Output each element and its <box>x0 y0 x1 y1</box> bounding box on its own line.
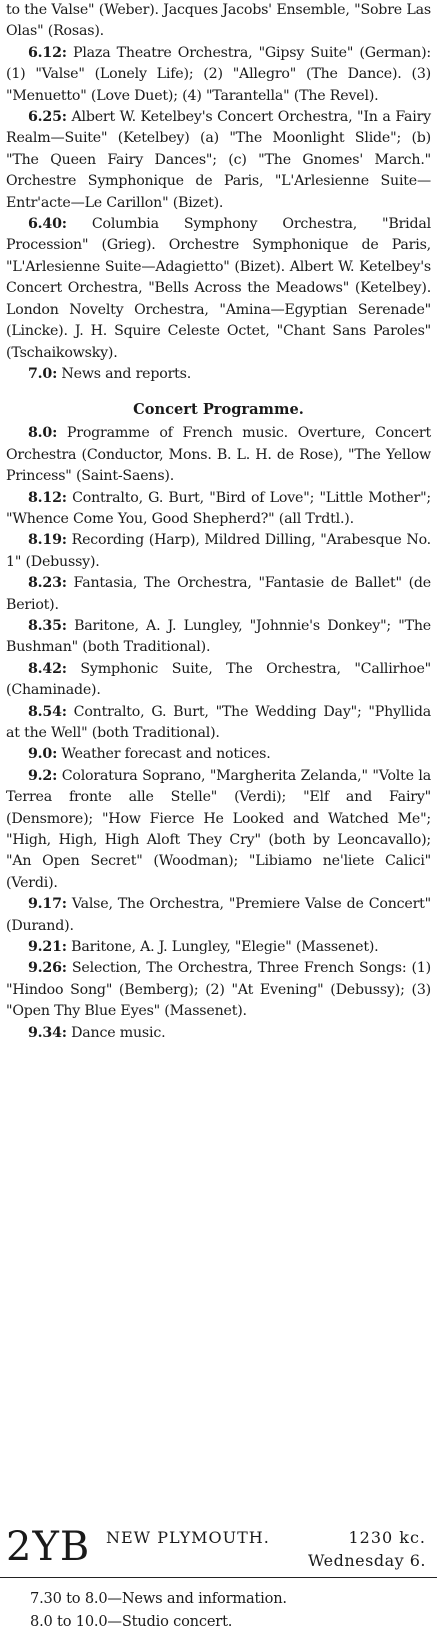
entry-time: 8.12: <box>28 489 67 506</box>
programme-entry <box>6 937 431 958</box>
entry-text: Columbia Symphony Orchestra, "Bridal Procession" (Grieg). Orchestre Symphonique de Paris, "L'Arlesienne Suite—Adagietto" (Bizet). Albert W. Ketelbey's Concert Orchestra, "Bells Across the Meadows" (Ketelbey). London Novelty Orchestra, "Amina—Egyptian Serenade" (Lincke). J. H. Squire Celeste Octet, "Chant Sans Paroles" (Tschaikowsky). <box>6 216 431 361</box>
station-day: Wednesday 6. <box>307 1551 426 1570</box>
entry-time: 8.54: <box>28 703 67 720</box>
entry-text: Contralto, G. Burt, "Bird of Love"; "Little Mother"; "Whence Come You, Good Shepherd?" (all Trdtl.). <box>6 489 431 527</box>
schedule-entry: 7.30 to 8.0—News and information. <box>30 1590 287 1607</box>
programme-entry <box>6 958 431 1022</box>
entry-time: 6.12: <box>28 44 67 61</box>
entry-text: Contralto, G. Burt, "The Wedding Day"; "Phyllida at the Well" (both Traditional). <box>6 703 431 741</box>
programme-entry <box>6 107 431 214</box>
programme-column <box>6 0 431 1044</box>
entry-time: 9.26: <box>28 960 67 977</box>
entry-time: 7.0: <box>28 365 58 382</box>
programme-entry <box>6 530 431 573</box>
entry-text: Recording (Harp), Mildred Dilling, "Arabesque No. 1" (Debussy). <box>6 532 431 570</box>
entry-text: Baritone, A. J. Lungley, "Johnnie's Donkey"; "The Bushman" (both Traditional). <box>6 617 431 656</box>
schedule-entry: 8.0 to 10.0—Studio concert. <box>30 1613 233 1630</box>
divider <box>0 1577 437 1578</box>
programme-entry <box>6 0 431 43</box>
entry-time: 8.23: <box>28 575 67 592</box>
entry-text: Valse, The Orchestra, "Premiere Valse de Concert" (Durand). <box>6 896 431 934</box>
programme-entry <box>6 1023 431 1044</box>
station-info-line <box>106 1527 426 1549</box>
programme-entry <box>6 43 431 107</box>
programme-entry <box>6 744 431 765</box>
programme-entry <box>6 573 431 616</box>
programme-entry <box>6 616 431 659</box>
entry-time: 6.25: <box>28 109 67 126</box>
programme-entry <box>6 364 431 385</box>
concert-programme-section <box>6 423 431 1044</box>
entry-time: 8.19: <box>28 532 67 549</box>
entry-text: Baritone, A. J. Lungley, "Elegie" (Massenet). <box>66 939 379 956</box>
entry-time: 9.34: <box>28 1024 67 1041</box>
entry-text: Weather forecast and notices. <box>57 746 271 763</box>
entry-time: 9.0: <box>28 746 58 763</box>
station-frequency: 1230 kc. <box>348 1528 426 1547</box>
entry-time: 8.35: <box>28 617 67 634</box>
programme-entry <box>6 766 431 894</box>
entry-text: News and reports. <box>57 365 192 382</box>
station-header <box>6 1524 426 1573</box>
entry-text: Plaza Theatre Orchestra, "Gipsy Suite" (German): (1) "Valse" (Lonely Life); (2) "Allegro" (The Dance). (3) "Menuetto" (Love Duet); (4) "Tarantella" (The Revel). <box>6 44 431 104</box>
entry-text: Programme of French music. Overture, Concert Orchestra (Conductor, Mons. B. L. H. de Rose), "The Yellow Princess" (Saint-Saens). <box>6 425 431 485</box>
programme-entry <box>6 894 431 937</box>
station-schedule <box>30 1587 430 1633</box>
entry-time: 6.40: <box>28 216 67 233</box>
concert-programme-heading: Concert Programme. <box>133 401 304 419</box>
programme-top-section <box>6 0 431 385</box>
entry-text: Selection, The Orchestra, Three French Songs: (1) "Hindoo Song" (Bemberg); (2) "At Evening" (Debussy); (3) "Open Thy Blue Eyes" (Massenet). <box>6 960 431 1020</box>
programme-entry <box>6 702 431 745</box>
programme-entry <box>6 214 431 364</box>
entry-time: 9.17: <box>28 896 67 913</box>
programme-entry <box>6 659 431 702</box>
entry-time: 8.0: <box>28 425 58 442</box>
entry-text: Albert W. Ketelbey's Concert Orchestra, "In a Fairy Realm—Suite" (Ketelbey) (a) "The Moonlight Slide"; (b) "The Queen Fairy Dances"; (c) "The Gnomes' March." Orchestre Symphonique de Paris, "L'Arlesienne Suite—Entr'acte—Le Carillon" (Bizet). <box>6 109 431 211</box>
programme-entry <box>6 423 431 487</box>
entry-time: 9.2: <box>28 767 58 784</box>
entry-text: Symphonic Suite, The Orchestra, "Callirhoe" (Chaminade). <box>6 660 431 699</box>
entry-text: Coloratura Soprano, "Margherita Zelanda," "Volte la Terrea fronte alle Stelle" (Verdi); "Elf and Fairy" (Densmore); "How Fierce He Looked and Watched Me"; "High, High, High Aloft They Cry" (both by Leoncavallo); "An Open Secret" (Woodman); "Libiamo ne'liete Calici" (Verdi). <box>6 767 431 891</box>
entry-text: Fantasia, The Orchestra, "Fantasie de Ballet" (de Beriot). <box>6 575 431 613</box>
station-callsign: 2YB <box>6 1524 91 1570</box>
entry-time: 9.21: <box>28 939 67 956</box>
entry-time: 8.42: <box>28 660 67 677</box>
entry-text: to the Valse" (Weber). Jacques Jacobs' Ensemble, "Sobre Las Olas" (Rosas). <box>6 2 431 40</box>
station-city: NEW PLYMOUTH. <box>106 1528 270 1547</box>
entry-text: Dance music. <box>66 1024 166 1041</box>
programme-entry <box>6 488 431 531</box>
